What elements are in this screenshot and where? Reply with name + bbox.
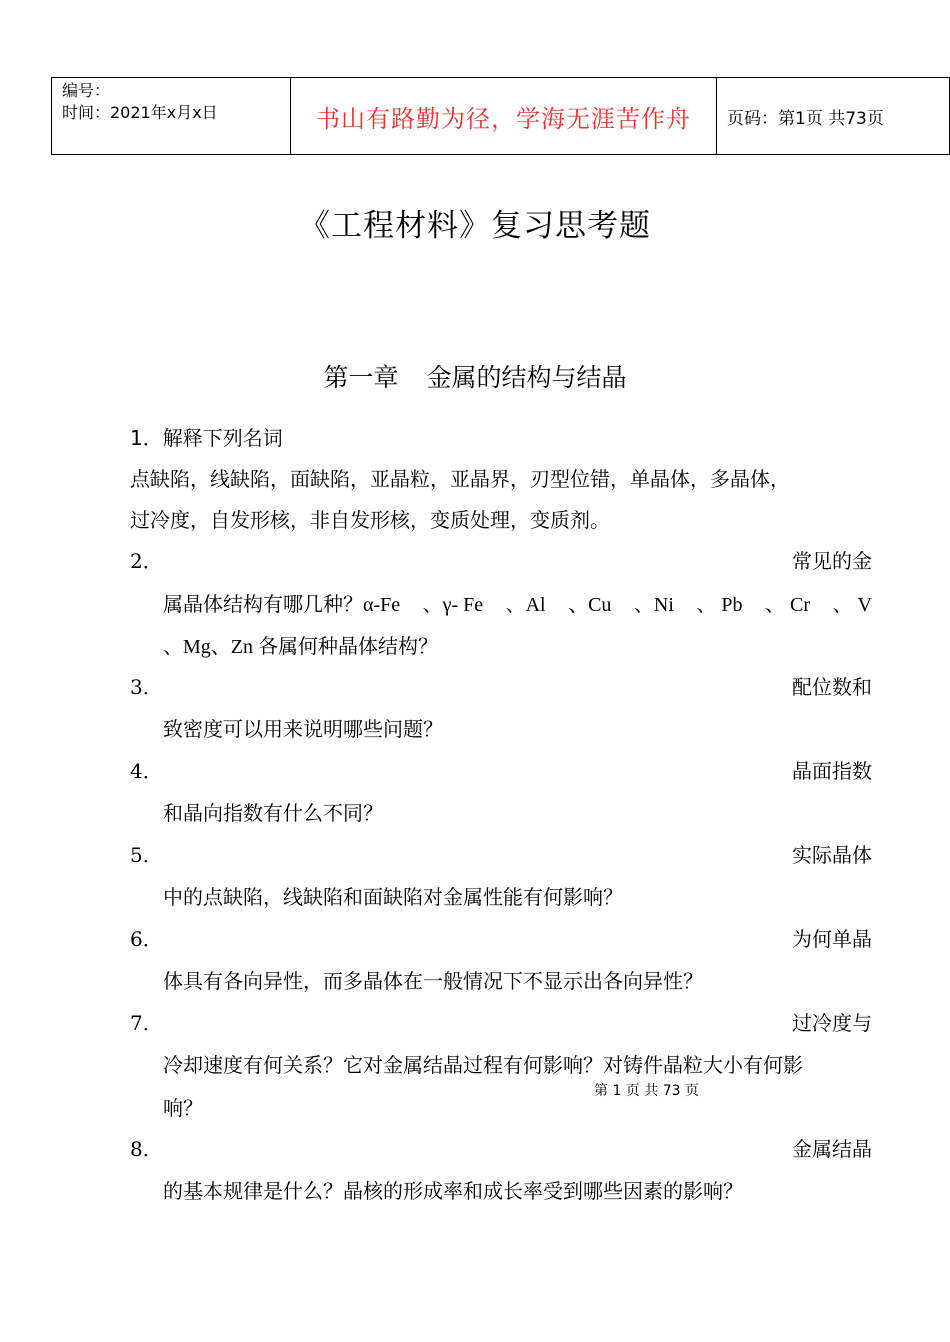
question-3-first-fragment: 配位数和 [792,675,872,699]
header-page-info: 页码：第1页 共73页 [727,108,884,129]
question-2-item-4: 、Cu [568,594,612,616]
question-8-number: 8． [130,1137,163,1161]
page-footer: 第 1 页 共 73 页 [594,1083,699,1099]
question-2-line3: 、Mg、Zn 各属何种晶体结构？ [163,636,438,658]
question-4-number: 4． [130,759,163,783]
question-2-item-7: 、 Cr [765,594,811,616]
document-title: 《工程材料》复习思考题 [299,208,651,244]
chapter-title [0,358,950,394]
question-1-terms-line1: 点缺陷，线缺陷，面缺陷，亚晶粒，亚晶界，刃型位错，单晶体，多晶体， [130,467,790,491]
question-2-item-2: 、γ- Fe [422,594,484,616]
header-page-cell [717,78,950,155]
question-8-first-fragment: 金属结晶 [792,1137,872,1161]
question-2-item-3: 、Al [505,594,546,616]
question-8-text: 的基本规律是什么？晶核的形成率和成长率受到哪些因素的影响？ [163,1179,743,1203]
question-2-item-5: 、Ni [633,594,674,616]
question-2-first-fragment: 常见的金 [792,549,872,573]
doc-number-label: 编号： [62,81,111,100]
header-motto: 书山有路勤为径，学海无涯苦作舟 [316,104,691,133]
header-table [51,77,950,155]
question-7-first-fragment: 过冷度与 [792,1011,872,1035]
question-2-item-8: 、 V [832,594,872,616]
question-1-terms-line2: 过冷度，自发形核，非自发形核，变质处理，变质剂。 [130,508,610,532]
header-motto-cell [291,78,717,155]
question-1-heading: 1．解释下列名词 [130,426,283,450]
question-6-text: 体具有各向异性，而多晶体在一般情况下不显示出各向异性？ [163,969,703,993]
chapter-name: 金属的结构与结晶 [426,363,627,392]
question-6-first-fragment: 为何单晶 [792,927,872,951]
question-5-text: 中的点缺陷，线缺陷和面缺陷对金属性能有何影响？ [163,885,623,909]
chapter-label: 第一章 [323,363,399,392]
question-7-text: 冷却速度有何关系？它对金属结晶过程有何影响？对铸件晶粒大小有何影 [163,1053,803,1077]
question-4-first-fragment: 晶面指数 [792,759,872,783]
question-6-number: 6． [130,927,163,951]
question-4-text: 和晶向指数有什么不同？ [163,801,383,825]
question-3-number: 3． [130,675,163,699]
question-7-text-end: 响？ [163,1096,203,1120]
question-2-item-6: 、 Pb [696,594,743,616]
question-7-number: 7． [130,1011,163,1035]
question-2-element-row [163,588,872,617]
header-meta-cell [52,78,291,155]
question-3-text: 致密度可以用来说明哪些问题？ [163,717,443,741]
question-2-item-1: 属晶体结构有哪几种？α-Fe [163,594,401,616]
question-2-number: 2． [130,549,163,573]
question-5-number: 5． [130,843,163,867]
question-5-first-fragment: 实际晶体 [792,843,872,867]
doc-time-label: 时间：2021年x月x日 [62,103,218,122]
